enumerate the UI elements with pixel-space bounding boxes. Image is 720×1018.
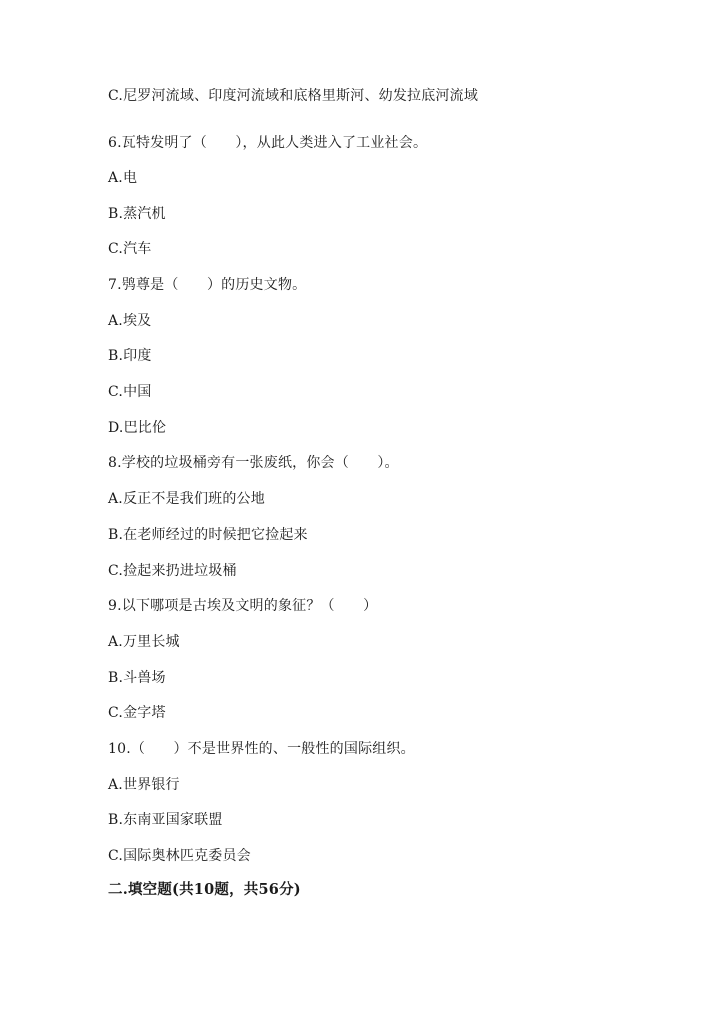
option-6a: A.电 — [108, 170, 138, 186]
question-6: 6.瓦特发明了（ ），从此人类进入了工业社会。 — [108, 135, 428, 151]
option-9a: A.万里长城 — [108, 634, 180, 650]
option-7c: C.中国 — [108, 384, 152, 400]
option-9b: B.斗兽场 — [108, 670, 166, 686]
question-9: 9.以下哪项是古埃及文明的象征？（ ） — [108, 598, 378, 614]
option-10a: A.世界银行 — [108, 777, 180, 793]
option-8b: B.在老师经过的时候把它捡起来 — [108, 527, 308, 543]
option-7d: D.巴比伦 — [108, 420, 167, 436]
option-6b: B.蒸汽机 — [108, 206, 166, 222]
option-9c: C.金字塔 — [108, 705, 166, 721]
option-6c: C.汽车 — [108, 241, 152, 257]
option-7b: B.印度 — [108, 348, 152, 364]
option-8c: C.捡起来扔进垃圾桶 — [108, 563, 237, 579]
question-8: 8.学校的垃圾桶旁有一张废纸，你会（ ）。 — [108, 455, 399, 471]
option-10c: C.国际奥林匹克委员会 — [108, 848, 251, 864]
option-10b: B.东南亚国家联盟 — [108, 812, 223, 828]
question-7: 7.鸮尊是（ ）的历史文物。 — [108, 277, 307, 293]
option-5c: C.尼罗河流域、印度河流域和底格里斯河、幼发拉底河流域 — [108, 88, 479, 104]
option-8a: A.反正不是我们班的公地 — [108, 491, 265, 507]
question-10: 10.（ ）不是世界性的、一般性的国际组织。 — [108, 741, 415, 757]
section-heading-fill-in-blank: 二.填空题(共10题，共56分) — [108, 881, 301, 898]
option-7a: A.埃及 — [108, 313, 152, 329]
